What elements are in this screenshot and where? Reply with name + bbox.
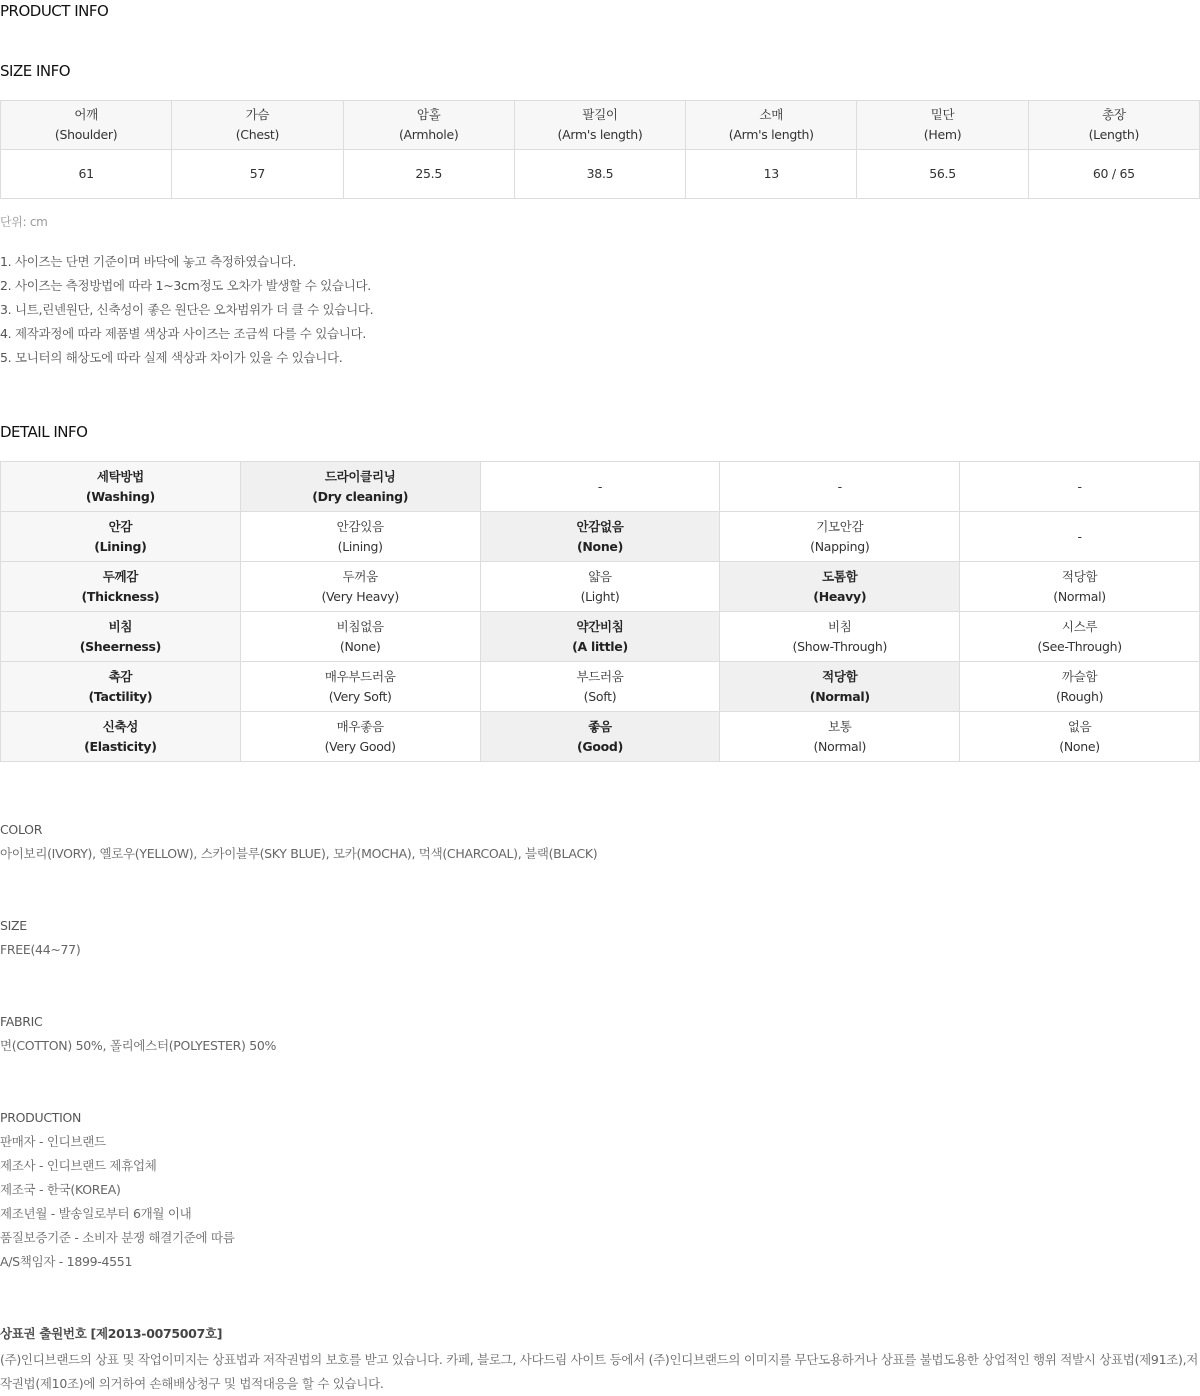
- detail-option: 까슬함 (Rough): [960, 662, 1200, 712]
- production-label: PRODUCTION: [0, 1110, 82, 1125]
- size-value-length: 60 / 65: [1028, 150, 1199, 199]
- size-value-shoulder: 61: [1, 150, 172, 199]
- size-col-armhole: 암홀 (Armhole): [343, 101, 514, 150]
- production-line: 판매자 - 인디브랜드: [0, 1134, 106, 1149]
- size-value-sleeve: 13: [686, 150, 857, 199]
- production-section: [0, 1108, 1200, 1276]
- detail-option: 얇음 (Light): [480, 562, 720, 612]
- color-label: COLOR: [0, 822, 43, 837]
- production-line: A/S책임자 - 1899-4551: [0, 1254, 133, 1269]
- size-value-arm-length: 38.5: [514, 150, 685, 199]
- size-notes: [0, 252, 373, 372]
- size-section: [0, 916, 1200, 964]
- detail-option: -: [480, 462, 720, 512]
- detail-row: [1, 662, 1200, 712]
- size-note: 2. 사이즈는 측정방법에 따라 1~3cm정도 오차가 발생할 수 있습니다.: [0, 278, 371, 293]
- size-note: 5. 모니터의 해상도에 따라 실제 색상과 차이가 있을 수 있습니다.: [0, 350, 343, 365]
- production-line: 제조년월 - 발송일로부터 6개월 이내: [0, 1206, 192, 1221]
- size-label: SIZE: [0, 918, 27, 933]
- detail-option: -: [960, 462, 1200, 512]
- detail-option: 부드러움 (Soft): [480, 662, 720, 712]
- detail-row-label: 안감 (Lining): [1, 512, 241, 562]
- detail-option-selected: 도톰함 (Heavy): [720, 562, 960, 612]
- detail-option: 없음 (None): [960, 712, 1200, 762]
- size-value: FREE(44~77): [0, 942, 81, 957]
- color-value: 아이보리(IVORY), 옐로우(YELLOW), 스카이블루(SKY BLUE), 모카(MOCHA), 먹색(CHARCOAL), 블랙(BLACK): [0, 846, 598, 861]
- detail-option: 안감있음 (Lining): [240, 512, 480, 562]
- detail-option: 적당함 (Normal): [960, 562, 1200, 612]
- detail-row-label: 두께감 (Thickness): [1, 562, 241, 612]
- size-header-row: [1, 101, 1200, 150]
- fabric-section: [0, 1012, 1200, 1060]
- size-value-hem: 56.5: [857, 150, 1028, 199]
- detail-option-selected: 안감없음 (None): [480, 512, 720, 562]
- detail-option: 매우좋음 (Very Good): [240, 712, 480, 762]
- size-col-chest: 가슴 (Chest): [172, 101, 343, 150]
- detail-row: [1, 712, 1200, 762]
- detail-option: 보통 (Normal): [720, 712, 960, 762]
- detail-option-selected: 약간비침 (A little): [480, 612, 720, 662]
- detail-option: 매우부드러움 (Very Soft): [240, 662, 480, 712]
- size-value-armhole: 25.5: [343, 150, 514, 199]
- production-line: 제조사 - 인디브랜드 제휴업체: [0, 1158, 157, 1173]
- detail-table: [0, 461, 1200, 762]
- size-col-shoulder: 어깨 (Shoulder): [1, 101, 172, 150]
- detail-option: 비침 (Show-Through): [720, 612, 960, 662]
- detail-option-selected: 좋음 (Good): [480, 712, 720, 762]
- size-col-sleeve: 소매 (Arm's length): [686, 101, 857, 150]
- size-col-hem: 밑단 (Hem): [857, 101, 1028, 150]
- detail-option-selected: 적당함 (Normal): [720, 662, 960, 712]
- size-value-chest: 57: [172, 150, 343, 199]
- detail-option-selected: 드라이클리닝 (Dry cleaning): [240, 462, 480, 512]
- size-unit: 단위: cm: [0, 215, 48, 229]
- production-line: 품질보증기준 - 소비자 분쟁 해결기준에 따름: [0, 1230, 235, 1245]
- detail-row-label: 비침 (Sheerness): [1, 612, 241, 662]
- detail-row: [1, 512, 1200, 562]
- detail-row-label: 세탁방법 (Washing): [1, 462, 241, 512]
- detail-row-label: 촉감 (Tactility): [1, 662, 241, 712]
- size-info-title: SIZE INFO: [0, 62, 71, 80]
- detail-option: 두꺼움 (Very Heavy): [240, 562, 480, 612]
- fabric-value: 면(COTTON) 50%, 폴리에스터(POLYESTER) 50%: [0, 1038, 277, 1053]
- size-note: 3. 니트,린넨원단, 신축성이 좋은 원단은 오차범위가 더 클 수 있습니다.: [0, 302, 374, 317]
- size-col-arm-length: 팔길이 (Arm's length): [514, 101, 685, 150]
- detail-row-label: 신축성 (Elasticity): [1, 712, 241, 762]
- detail-row: [1, 462, 1200, 512]
- detail-option: -: [960, 512, 1200, 562]
- detail-info-title: DETAIL INFO: [0, 423, 88, 441]
- size-table: [0, 100, 1200, 199]
- trademark-section: [0, 1324, 1200, 1396]
- fabric-label: FABRIC: [0, 1014, 43, 1029]
- detail-row: [1, 612, 1200, 662]
- color-section: [0, 820, 1200, 868]
- production-line: 제조국 - 한국(KOREA): [0, 1182, 121, 1197]
- size-note: 1. 사이즈는 단면 기준이며 바닥에 놓고 측정하였습니다.: [0, 254, 297, 269]
- detail-option: 시스루 (See-Through): [960, 612, 1200, 662]
- trademark-title: 상표권 출원번호 [제2013-0075007호]: [0, 1326, 223, 1341]
- detail-option: 기모안감 (Napping): [720, 512, 960, 562]
- size-col-length: 총장 (Length): [1028, 101, 1199, 150]
- trademark-body: (주)인디브랜드의 상표 및 작업이미지는 상표법과 저작권법의 보호를 받고 있습니다. 카페, 블로그, 사다드림 사이트 등에서 (주)인디브랜드의 이미지를 무단도용하거나 상표를 불법도용한 상업적인 행위 적발시 상표법(제91조),저작권법(제10조)에 의거하여 손해배상청구 및 법적대응을 할 수 있습니다.: [0, 1352, 1199, 1391]
- detail-row: [1, 562, 1200, 612]
- product-info-title: PRODUCT INFO: [0, 2, 109, 20]
- size-value-row: [1, 150, 1200, 199]
- detail-option: 비침없음 (None): [240, 612, 480, 662]
- size-note: 4. 제작과정에 따라 제품별 색상과 사이즈는 조금씩 다를 수 있습니다.: [0, 326, 366, 341]
- detail-option: -: [720, 462, 960, 512]
